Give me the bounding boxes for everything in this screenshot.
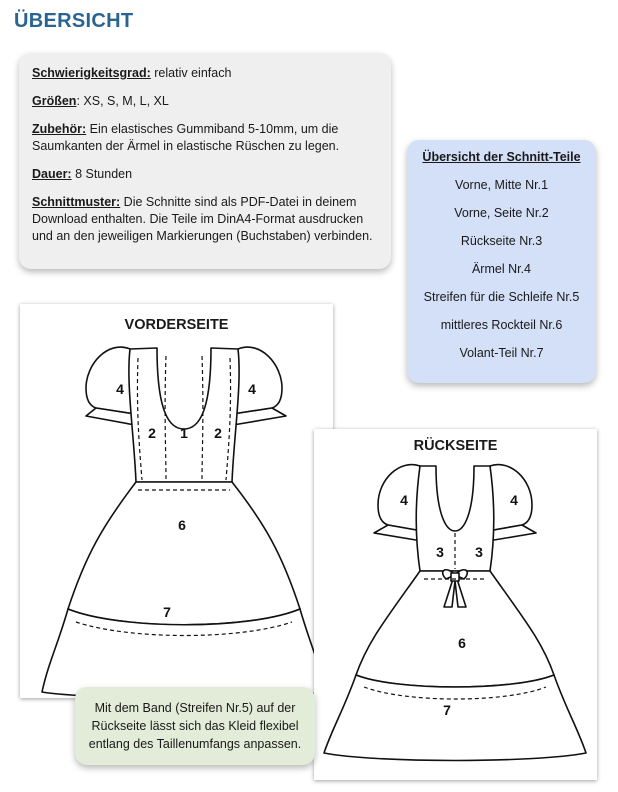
back-label-sleeve-right: 4 (510, 492, 518, 508)
parts-item: mittleres Rockteil Nr.6 (440, 318, 563, 332)
accessories-label: Zubehör: (32, 122, 87, 136)
patterns-label: Schnittmuster: (32, 195, 121, 209)
accessories-value: Ein elastisches Gummiband 5-10mm, um die Saumkanten der Ärmel in elastische Rüschen zu legen. (32, 122, 340, 153)
page-title: ÜBERSICHT (14, 10, 134, 32)
back-view-title: RÜCKSEITE (413, 438, 498, 454)
back-label-skirt: 6 (458, 635, 466, 651)
difficulty-line (32, 65, 379, 82)
parts-item: Ärmel Nr.4 (471, 262, 532, 276)
info-box (19, 53, 391, 269)
adjust-note-text: Mit dem Band (Streifen Nr.5) auf der Rückseite lässt sich das Kleid flexibel entlang des Taillenumfangs anpassen. (88, 701, 302, 751)
front-skirt (68, 482, 300, 625)
front-dress-drawing (20, 304, 333, 698)
parts-heading: Übersicht der Schnitt-Teile (422, 150, 581, 164)
front-label-side-right: 2 (214, 425, 222, 441)
front-label-skirt: 6 (178, 517, 186, 533)
patterns-line (32, 194, 379, 245)
difficulty-value: relativ einfach (150, 66, 232, 80)
back-skirt (356, 571, 554, 687)
parts-item: Streifen für die Schleife Nr.5 (423, 290, 580, 304)
front-label-sleeve-left: 4 (116, 381, 124, 397)
front-label-side-left: 2 (148, 425, 156, 441)
back-label-flounce: 7 (443, 702, 451, 718)
duration-value: 8 Stunden (71, 167, 133, 181)
front-view-panel (20, 304, 333, 698)
sizes-line (32, 93, 379, 110)
front-sleeve-right (233, 347, 282, 414)
front-bodice (129, 348, 239, 482)
patterns-value: Die Schnitte sind als PDF-Datei in deinem Download enthalten. Die Teile im DinA4-Format ausdrucken und an den jeweiligen Markierungen (Buchstaben) verbinden. (32, 195, 373, 243)
back-dress-drawing (314, 429, 597, 780)
back-flounce (324, 675, 586, 761)
front-label-center: 1 (180, 425, 188, 441)
back-label-back-right: 3 (475, 544, 483, 560)
front-view-title: VORDERSEITE (124, 317, 229, 333)
parts-overview-box (407, 140, 596, 383)
back-label-back-left: 3 (436, 544, 444, 560)
duration-label: Dauer: (32, 167, 72, 181)
parts-item: Volant-Teil Nr.7 (459, 346, 544, 360)
front-label-sleeve-right: 4 (248, 381, 256, 397)
back-label-sleeve-left: 4 (400, 492, 408, 508)
back-bow-knot (451, 573, 459, 581)
front-sleeve-left (86, 347, 135, 414)
parts-item: Vorne, Seite Nr.2 (454, 206, 549, 220)
duration-line (32, 166, 379, 183)
parts-item: Rückseite Nr.3 (460, 234, 543, 248)
adjust-note (75, 687, 315, 765)
sizes-value: : XS, S, M, L, XL (76, 94, 169, 108)
difficulty-label: Schwierigkeitsgrad: (32, 66, 151, 80)
sizes-label: Größen (32, 94, 77, 108)
parts-item: Vorne, Mitte Nr.1 (454, 178, 549, 192)
front-label-flounce: 7 (163, 604, 171, 620)
accessories-line (32, 121, 379, 155)
back-view-panel (314, 429, 597, 780)
